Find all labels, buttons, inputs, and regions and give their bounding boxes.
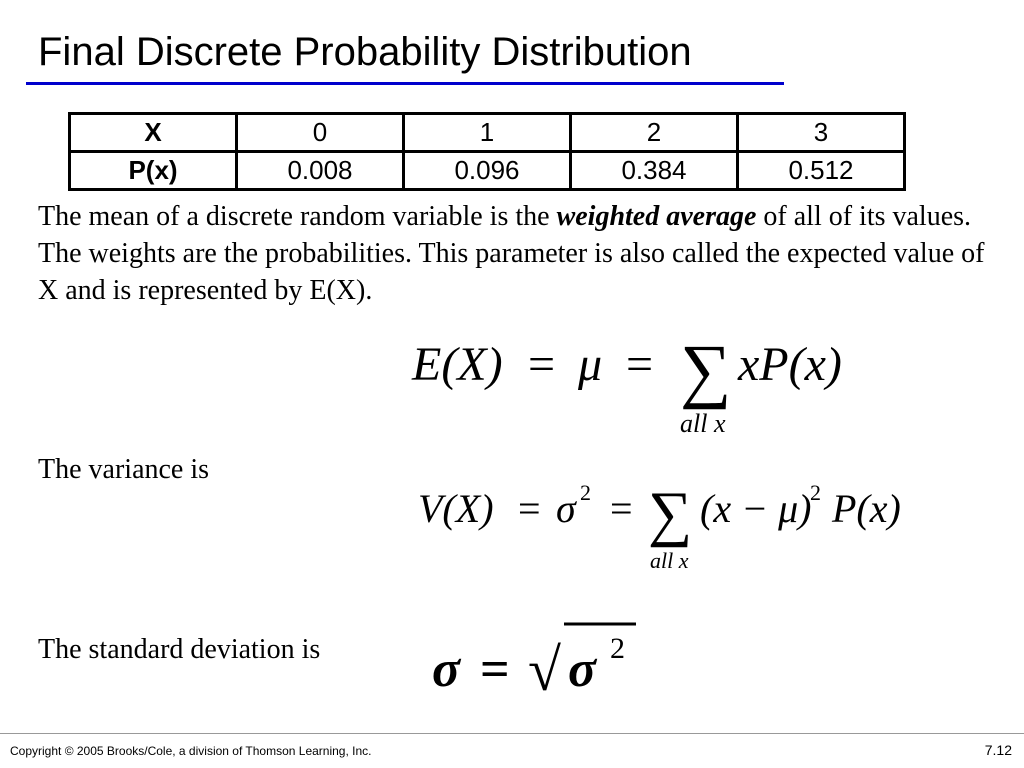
weighted-average-emphasis: weighted average bbox=[556, 201, 757, 232]
mean-summation-icon: ∑ bbox=[680, 330, 732, 410]
table-cell-x: 3 bbox=[738, 114, 905, 152]
stddev-sigma-under-root: σ bbox=[568, 641, 597, 698]
variance-subscript: all x bbox=[650, 548, 689, 573]
variance-sigma-exponent: 2 bbox=[580, 480, 591, 505]
slide-title: Final Discrete Probability Distribution bbox=[38, 30, 692, 74]
mean-description bbox=[38, 198, 1003, 309]
mean-mu: μ bbox=[578, 338, 603, 391]
standard-deviation-label: The standard deviation is bbox=[38, 634, 321, 665]
table-cell-x: 2 bbox=[571, 114, 738, 152]
mean-term: xP(x) bbox=[738, 338, 842, 391]
variance-equals-1: = bbox=[518, 486, 541, 531]
stddev-exponent: 2 bbox=[610, 632, 625, 665]
slide-number: 7.12 bbox=[984, 742, 1012, 758]
table-header-x: X bbox=[70, 114, 237, 152]
stddev-formula bbox=[428, 614, 648, 706]
mean-subscript: all x bbox=[680, 409, 726, 438]
table-row-px bbox=[70, 152, 905, 190]
mean-equals-2: = bbox=[626, 338, 654, 391]
footer-copyright: Copyright © 2005 Brooks/Cole, a division of Thomson Learning, Inc. bbox=[10, 744, 372, 758]
variance-term: P(x) bbox=[832, 486, 901, 531]
variance-deviation: (x − μ) bbox=[700, 486, 812, 531]
variance-formula bbox=[414, 470, 944, 574]
variance-deviation-exponent: 2 bbox=[810, 480, 821, 505]
table-cell-x: 1 bbox=[404, 114, 571, 152]
title-underline bbox=[26, 82, 784, 85]
table-cell-px: 0.096 bbox=[404, 152, 571, 190]
mean-description-end: of all of its values. The weights are the probabilities. This parameter is also called the expected value of X and is represented by E(X). bbox=[38, 201, 985, 306]
mean-description-start: The mean of a discrete random variable is the bbox=[38, 201, 557, 232]
table-cell-px: 0.512 bbox=[738, 152, 905, 190]
probability-table bbox=[68, 112, 906, 191]
mean-equals-1: = bbox=[528, 338, 556, 391]
variance-equals-2: = bbox=[610, 486, 633, 531]
table-cell-px: 0.384 bbox=[571, 152, 738, 190]
table-cell-x: 0 bbox=[237, 114, 404, 152]
stddev-equals: = bbox=[480, 641, 510, 698]
variance-sigma: σ bbox=[556, 486, 576, 531]
footer-divider bbox=[0, 733, 1024, 734]
variance-label: The variance is bbox=[38, 454, 210, 485]
variance-summation-icon: ∑ bbox=[648, 480, 693, 548]
stddev-sigma: σ bbox=[432, 641, 461, 698]
table-row-x bbox=[70, 114, 905, 152]
table-cell-px: 0.008 bbox=[237, 152, 404, 190]
square-root-icon: √ bbox=[528, 637, 561, 703]
mean-lhs: E(X) bbox=[412, 338, 503, 391]
variance-lhs: V(X) bbox=[418, 486, 494, 531]
table-header-px: P(x) bbox=[70, 152, 237, 190]
mean-formula bbox=[408, 318, 878, 440]
